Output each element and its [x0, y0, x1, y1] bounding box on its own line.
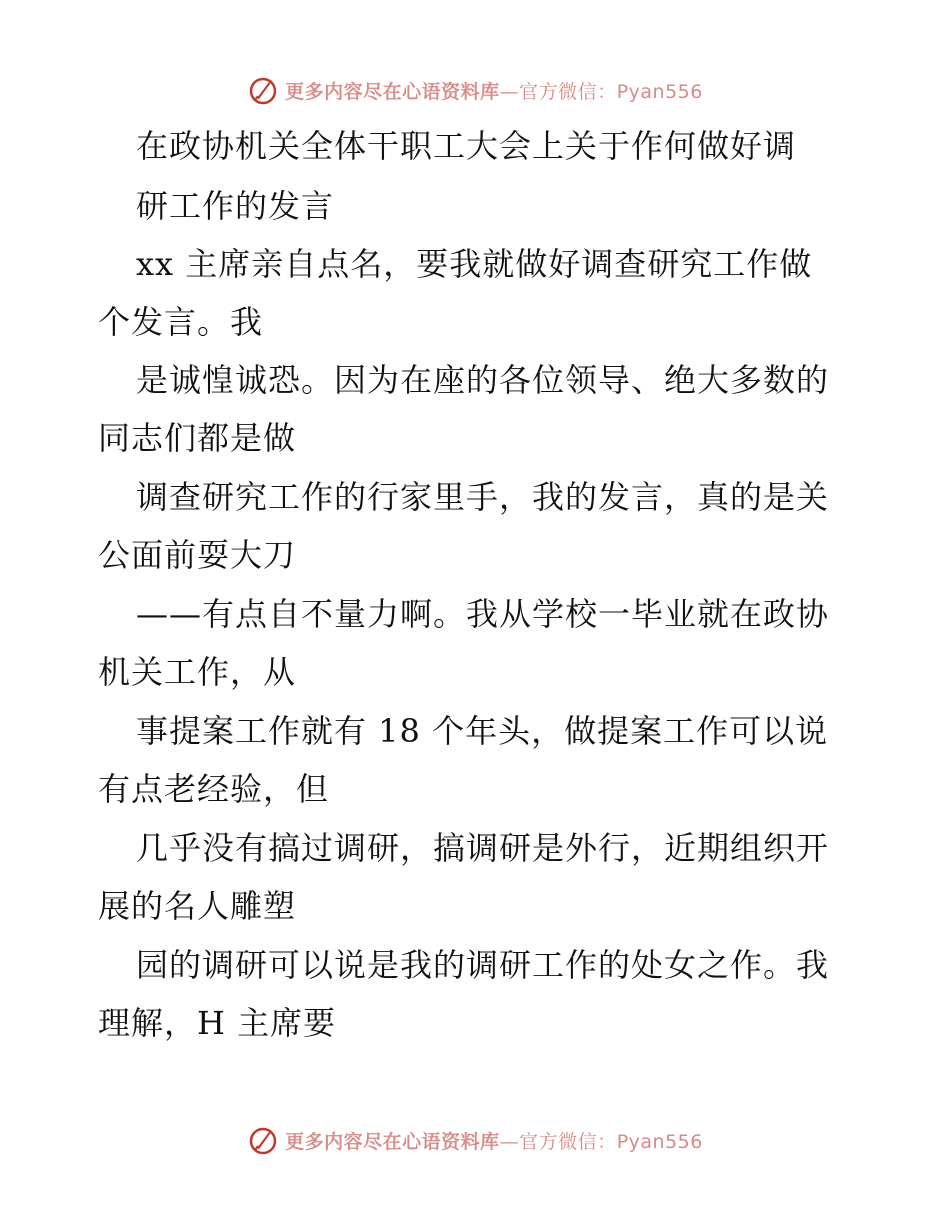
banner-sub-text: 官方微信： — [519, 1130, 617, 1153]
paragraph-line: 调查研究工作的行家里手，我的发言，真的是关 — [136, 478, 830, 516]
title-line: 在政协机关全体干职工大会上关于作何做好调 — [136, 127, 797, 165]
banner-text — [285, 77, 703, 104]
paragraph-line: ——有点自不量力啊。我从学校一毕业就在政协 — [136, 595, 830, 633]
banner-handle: Pyan556 — [616, 80, 703, 103]
paragraph-line: 公面前耍大刀 — [98, 536, 297, 574]
paragraph-line: 园的调研可以说是我的调研工作的处女之作。我 — [136, 946, 830, 984]
banner-text — [285, 1127, 703, 1154]
footer-banner — [0, 1120, 950, 1160]
header-banner — [0, 70, 950, 110]
banner-sub-text: 官方微信： — [519, 80, 617, 103]
paragraph-line: 几乎没有搞过调研，搞调研是外行，近期组织开 — [136, 829, 830, 867]
banner-main-text: 更多内容尽在心语资料库 — [285, 1130, 500, 1153]
quill-logo-icon — [247, 74, 279, 106]
banner-dash: — — [499, 1130, 520, 1153]
title-line: 研工作的发言 — [136, 187, 335, 225]
paragraph-line: 是诚惶诚恐。因为在座的各位领导、绝大多数的 — [136, 361, 830, 399]
paragraph-line: 个发言。我 — [98, 303, 264, 341]
paragraph-line: 有点老经验，但 — [98, 770, 330, 808]
paragraph-line: 事提案工作就有 18 个年头，做提案工作可以说 — [136, 712, 829, 750]
paragraph-line: 机关工作，从 — [98, 653, 297, 691]
paragraph-line: 理解，H 主席要 — [98, 1004, 337, 1042]
paragraph-line: 展的名人雕塑 — [98, 887, 297, 925]
paragraph-line: 同志们都是做 — [98, 419, 297, 457]
quill-logo-icon — [247, 1124, 279, 1156]
banner-handle: Pyan556 — [616, 1130, 703, 1153]
paragraph-line: xx 主席亲自点名，要我就做好调查研究工作做 — [136, 245, 813, 283]
banner-dash: — — [499, 80, 520, 103]
banner-main-text: 更多内容尽在心语资料库 — [285, 80, 500, 103]
